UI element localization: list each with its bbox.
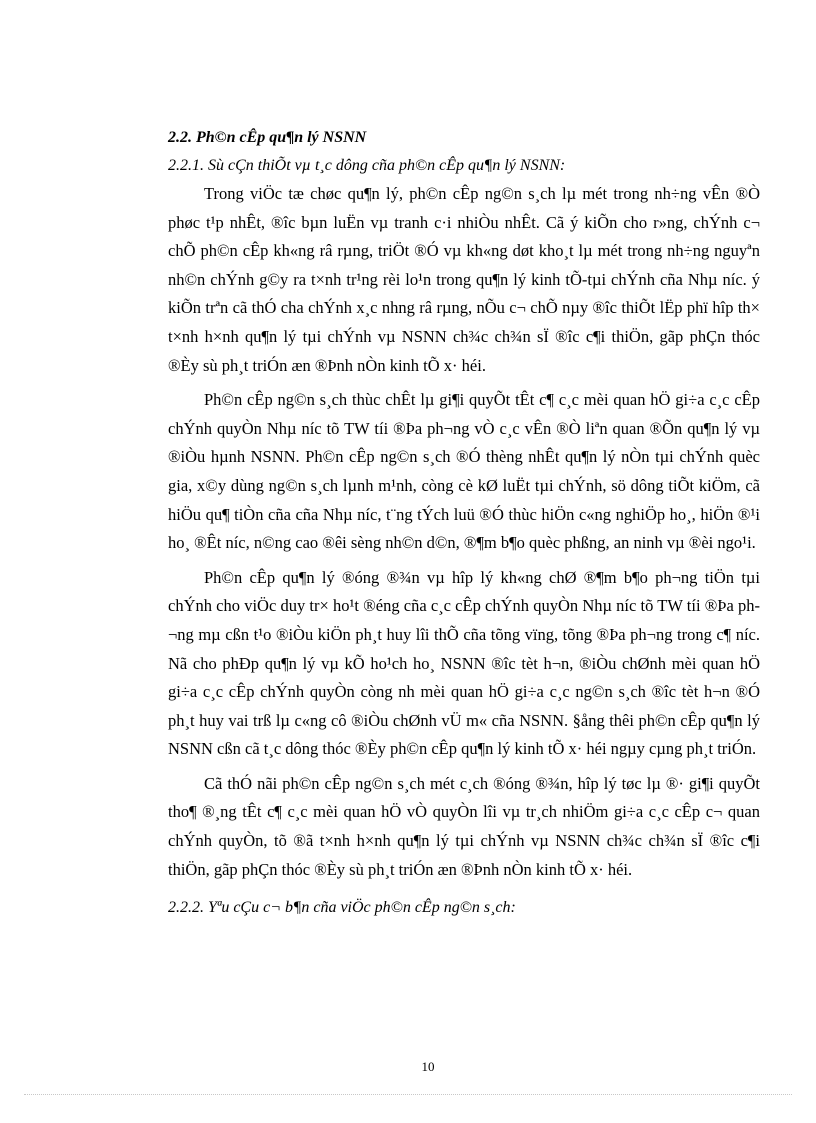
page-number: 10: [421, 1059, 435, 1074]
paragraph-2: Ph©n cÊp ng©n s¸ch thùc chÊt lµ gi¶i quyÕt tÊt c¶ c¸c mèi quan hÖ gi÷a c¸c cÊp chÝnh quyÒn Nhµ níc tõ TW tíi ®Þa ph¬ng vÒ c¸c vÊn ®Ò liªn quan ®Õn qu¶n lý vµ ®iÒu hµnh NSNN. Ph©n cÊp ng©n s¸ch ®Ó thèng nhÊt qu¶n lý nÒn tµi chÝnh quèc gia, x©y dùng ng©n s¸ch lµnh m¹nh, còng cè kØ luËt tµi chÝnh, sö dông tiÕt kiÖm, cã hiÖu qu¶ tiÒn cña cña Nhµ níc, t¨ng tÝch luü ®Ó thùc hiÖn c«ng nghiÖp ho¸, hiÖn ®¹i ho¸ ®Êt níc, n©ng cao ®êi sèng nh©n d©n, ®¶m b¶o quèc phßng, an ninh vµ ®èi ngo¹i.: [168, 390, 760, 553]
paragraph-3: Ph©n cÊp qu¶n lý ®óng ®¾n vµ hîp lý kh«ng chØ ®¶m b¶o ph¬ng tiÖn tµi chÝnh cho viÖc duy tr× ho¹t ®éng cña c¸c cÊp chÝnh quyÒn Nhµ níc tõ TW tíi ®Þa ph¬ng mµ cßn t¹o ®iÒu kiÖn ph¸t huy lîi thÕ cña tõng vïng, tõng ®Þa ph¬ng trong c¶ níc. Nã cho phÐp qu¶n lý vµ kÕ ho¹ch ho¸ NSNN ®îc tèt h¬n, ®iÒu chØnh mèi quan hÖ gi÷a c¸c cÊp chÝnh quyÒn còng nh mèi quan hÖ gi÷a c¸c ng©n s¸ch ®îc tèt h¬n ®Ó ph¸t huy vai trß lµ c«ng cô ®iÒu chØnh vÜ m« cña NSNN. §ång thêi ph©n cÊp qu¶n lý NSNN cßn cã t¸c dông thóc ®Èy ph©n cÊp qu¶n lý kinh tÕ x· héi ngµy cµng ph¸t triÓn.: [168, 567, 760, 759]
page-bottom-divider: [24, 1094, 792, 1095]
paragraph-1: Trong viÖc tæ chøc qu¶n lý, ph©n cÊp ng©n s¸ch lµ mét trong nh÷ng vÊn ®Ò phøc t¹p nhÊt, ®îc bµn luËn vµ tranh c·i nhiÒu nhÊt. Cã ý kiÕn cho r»ng, chÝnh c¬ chÕ ph©n cÊp kh«ng râ rµng, triÖt ®Ó vµ kh«ng døt kho¸t lµ mét trong nh÷ng nguyªn nh©n chÝnh g©y ra t×nh tr¹ng rèi lo¹n trong qu¶n lý kinh tÕ-tµi chÝnh cña Nhµ níc. ý kiÕn trªn cã thÓ cha chÝnh x¸c nhng râ rµng, nÕu c¬ chÕ nµy ®îc thiÕt lËp phï hîp th× t×nh h×nh qu¶n lý tµi chÝnh vµ NSNN ch¾c ch¾n sÏ ®îc c¶i thiÖn, gãp phÇn thóc ®Èy sù ph¸t triÓn æn ®Þnh nÒn kinh tÕ x· héi.: [168, 184, 760, 375]
section-heading: 2.2. Ph©n cÊp qu¶n lý NSNN: [168, 129, 367, 146]
paragraph-4: Cã thÓ nãi ph©n cÊp ng©n s¸ch mét c¸ch ®óng ®¾n, hîp lý tøc lµ ®· gi¶i quyÕt tho¶ ®¸ng tÊt c¶ c¸c mèi quan hÖ vÒ quyÒn lîi vµ tr¸ch nhiÖm gi÷a c¸c cÊp c¬ quan chÝnh quyÒn, tõ ®ã t×nh h×nh qu¶n lý tµi chÝnh vµ NSNN ch¾c ch¾n sÏ ®îc c¶i thiÖn, gãp phÇn thóc ®Èy sù ph¸t triÓn æn ®Þnh nÒn kinh tÕ x· héi.: [168, 773, 760, 879]
subsection-heading-2: 2.2.2. Yªu cÇu c¬ b¶n cña viÖc ph©n cÊp ng©n s¸ch:: [168, 899, 516, 917]
subsection-heading-1: 2.2.1. Sù cÇn thiÕt vµ t¸c dông cña ph©n cÊp qu¶n lý NSNN:: [168, 157, 566, 174]
page-content: [168, 128, 760, 918]
